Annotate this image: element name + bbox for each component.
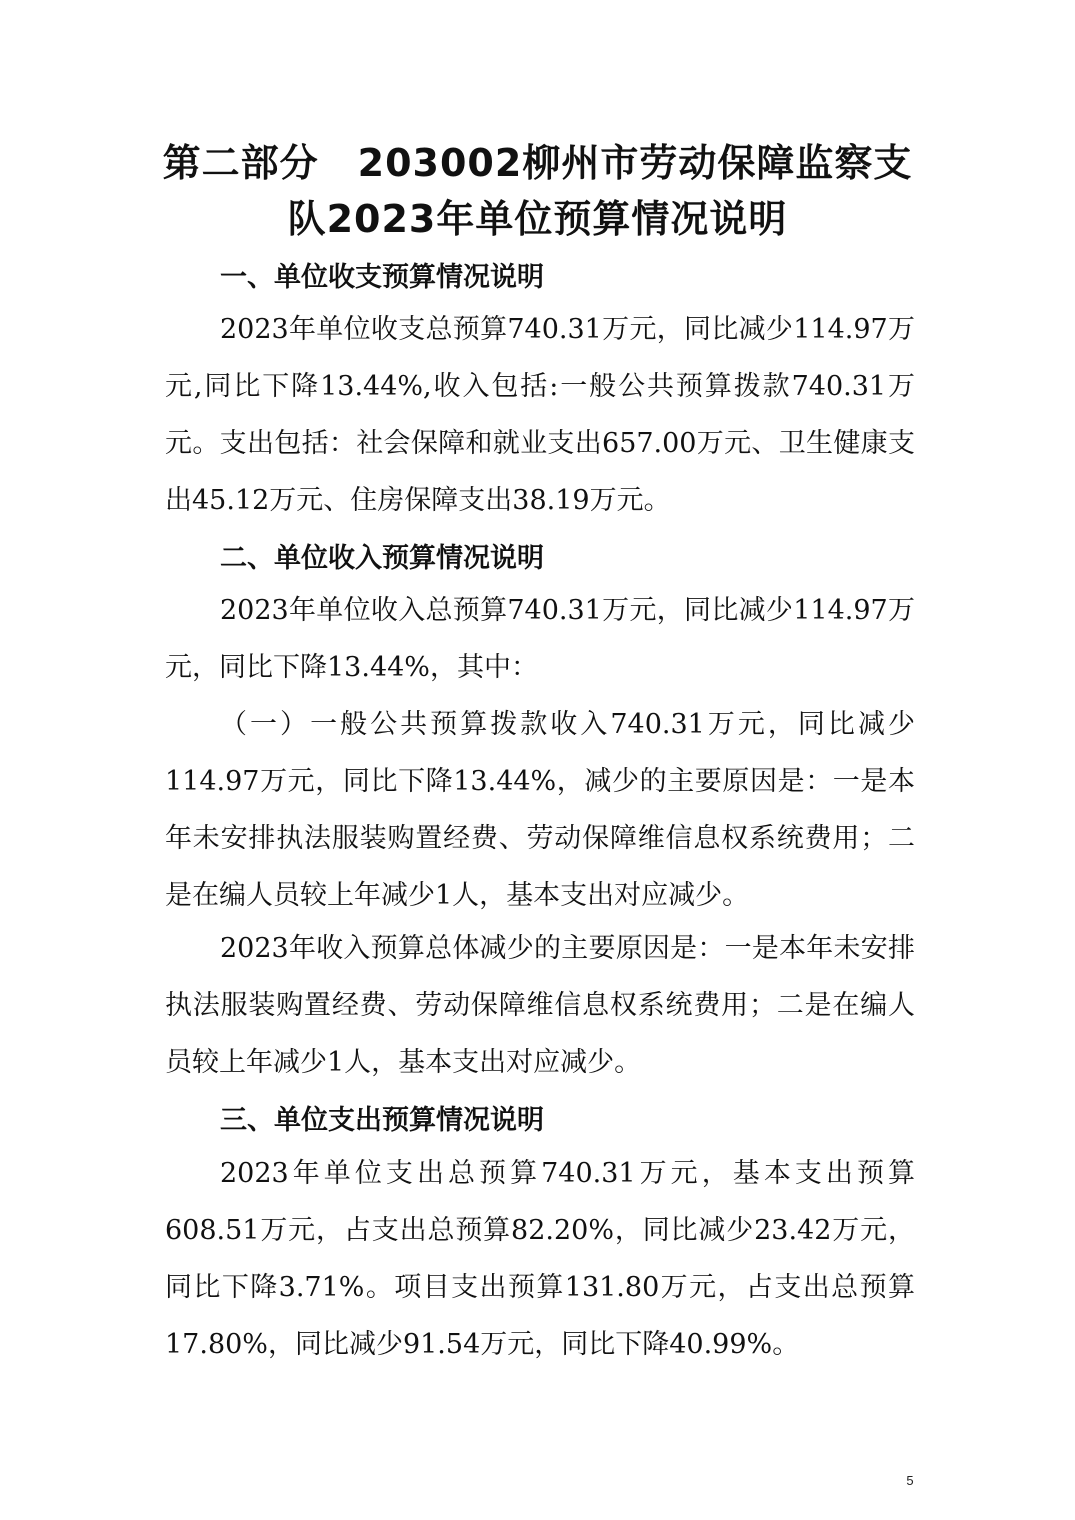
section-heading-3: 三、单位支出预算情况说明 (220, 1105, 544, 1136)
section-2-paragraph-2: （一）一般公共预算拨款收入740.31万元，同比减少114.97万元，同比下降13.44%，减少的主要原因是：一是本年未安排执法服装购置经费、劳动保障维信息权系统费用；二是在编人员较上年减少1人，基本支出对应减少。 (165, 709, 915, 911)
section-heading-1: 一、单位收支预算情况说明 (220, 262, 544, 293)
section-2-paragraph-3: 2023年收入预算总体减少的主要原因是：一是本年未安排执法服装购置经费、劳动保障维信息权系统费用；二是在编人员较上年减少1人，基本支出对应减少。 (165, 933, 915, 1078)
section-heading-2: 二、单位收入预算情况说明 (220, 543, 544, 574)
section-2-paragraph-1: 2023年单位收入总预算740.31万元，同比减少114.97万元，同比下降13.44%，其中： (165, 595, 915, 683)
document-title-line-2: 队2023年单位预算情况说明 (287, 197, 788, 241)
section-1-paragraph-1: 2023年单位收支总预算740.31万元，同比减少114.97万元,同比下降13.44%,收入包括:一般公共预算拨款740.31万元。支出包括：社会保障和就业支出657.00万元、卫生健康支出45.12万元、住房保障支出38.19万元。 (165, 314, 915, 516)
document-title-line-1: 第二部分 203002柳州市劳动保障监察支 (162, 141, 913, 185)
page-number: 5 (906, 1473, 914, 1488)
section-3-paragraph-1: 2023年单位支出总预算740.31万元，基本支出预算608.51万元，占支出总预算82.20%，同比减少23.42万元，同比下降3.71%。项目支出预算131.80万元，占支出总预算17.80%，同比减少91.54万元，同比下降40.99%。 (165, 1158, 915, 1360)
